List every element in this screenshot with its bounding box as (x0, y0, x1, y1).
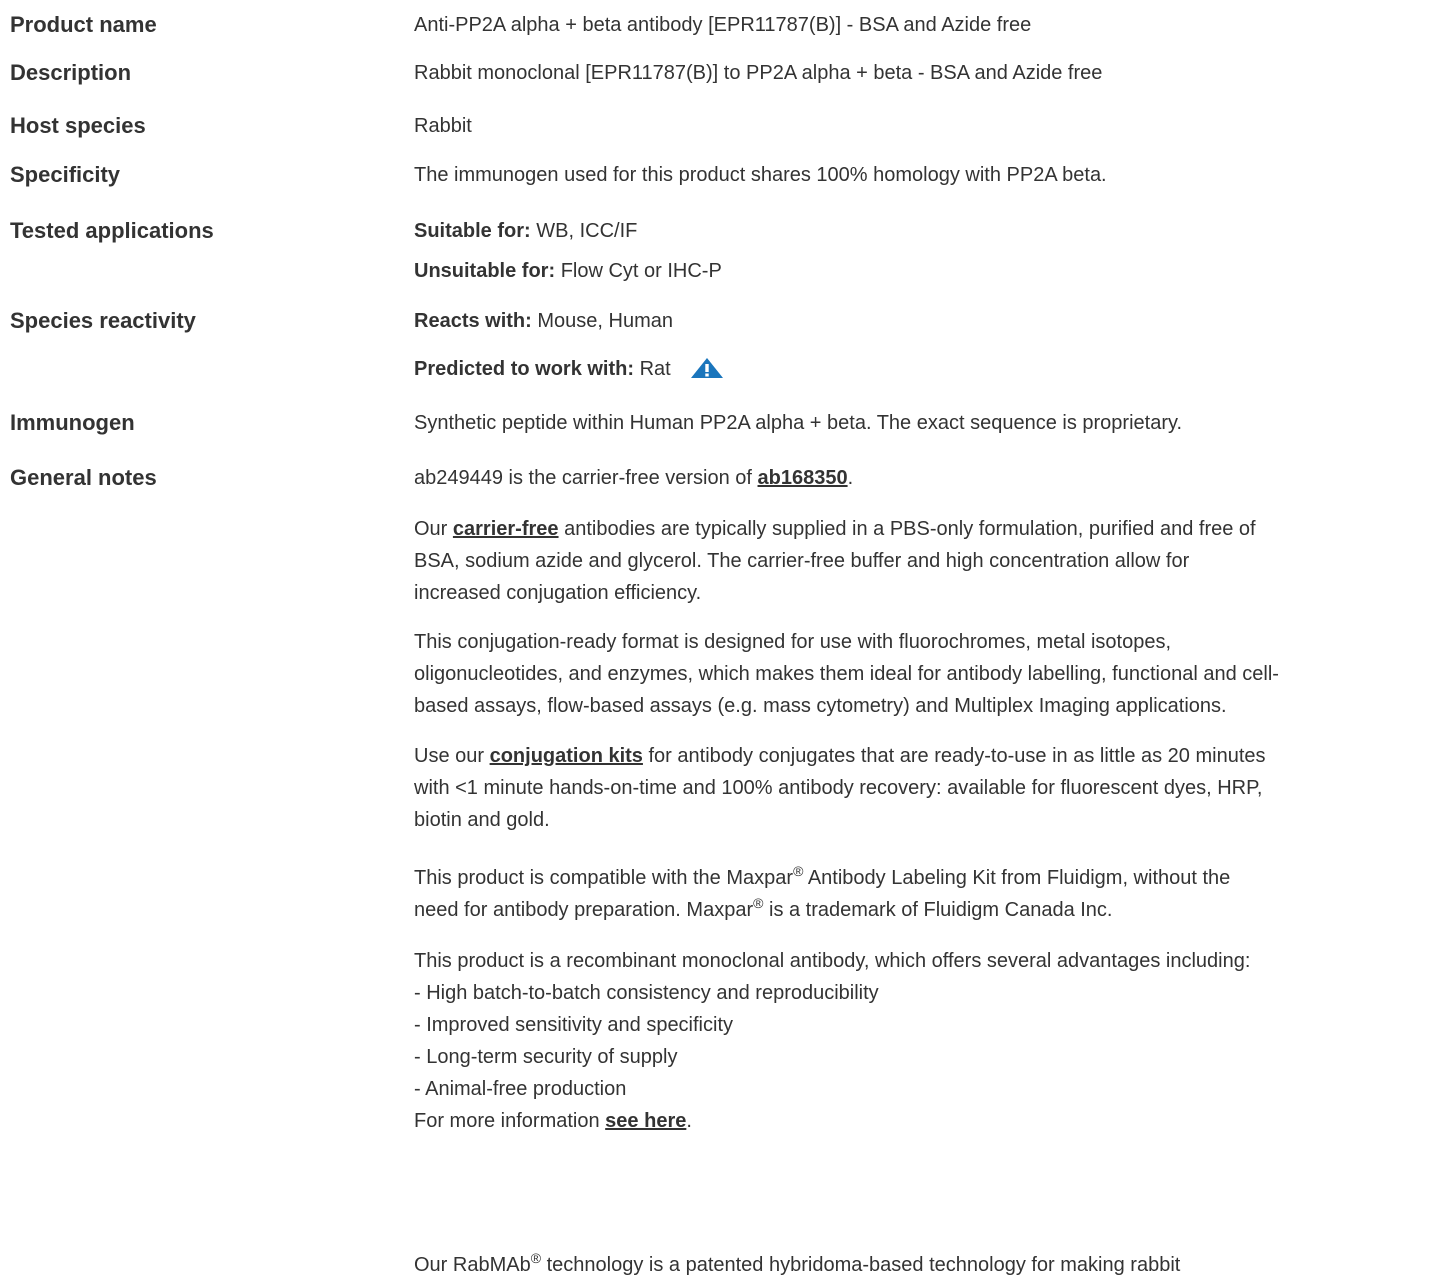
notes-p5-line1b: Antibody Labeling Kit from Fluidigm, without the (803, 867, 1231, 889)
unsuitable-for-value: Flow Cyt or IHC-P (560, 260, 722, 282)
notes-p3-line1: This conjugation-ready format is designed for use with fluorochromes, metal isotopes, (414, 631, 1172, 653)
notes-p5-line2b: is a trademark of Fluidigm Canada Inc. (763, 899, 1113, 921)
notes-rabmab-paragraph (414, 1249, 1450, 1281)
reacts-with-value: Mouse, Human (537, 310, 673, 332)
registered-mark: ® (793, 863, 804, 879)
general-notes-label: General notes (10, 465, 157, 490)
suitable-for-label: Suitable for: (414, 220, 531, 242)
notes-recombinant-paragraph (414, 945, 1450, 1137)
unsuitable-for-line (414, 256, 722, 286)
immunogen-label: Immunogen (10, 410, 135, 435)
paragraph-line (414, 513, 1450, 545)
more-info-suffix: . (686, 1110, 692, 1132)
notes-p5-line1a: This product is compatible with the Maxpar (414, 867, 794, 889)
immunogen-value: Synthetic peptide within Human PP2A alpha + beta. The exact sequence is proprietary. (414, 412, 1183, 434)
registered-mark: ® (753, 895, 764, 911)
registered-mark: ® (530, 1250, 542, 1266)
notes-p4-line3: biotin and gold. (414, 809, 550, 831)
paragraph-line (414, 1105, 1450, 1137)
description-label: Description (10, 60, 132, 85)
notes-p1-end: . (847, 467, 854, 489)
notes-p7-line1b: technology is a patented hybridoma-based technology for making rabbit (541, 1254, 1181, 1276)
more-info-prefix: For more information (414, 1110, 606, 1132)
advantage-item: - Long-term security of supply (414, 1046, 678, 1068)
predicted-label: Predicted to work with: (414, 358, 635, 380)
notes-p4-prefix: Use our (414, 745, 490, 767)
host-species-value: Rabbit (414, 115, 472, 137)
notes-carrier-free-paragraph (414, 513, 1450, 609)
notes-p2-prefix: Our (414, 518, 453, 540)
paragraph-line (414, 894, 1450, 926)
suitable-for-line (414, 216, 637, 246)
suitable-for-value: WB, ICC/IF (536, 220, 638, 242)
specificity-value: The immunogen used for this product shares 100% homology with PP2A beta. (414, 164, 1107, 186)
notes-p5-line2a: need for antibody preparation. Maxpar (414, 899, 754, 921)
predicted-line (414, 354, 724, 388)
carrier-free-link[interactable]: carrier-free (452, 518, 559, 540)
predicted-value: Rat (639, 358, 671, 380)
notes-maxpar-paragraph (414, 862, 1450, 926)
paragraph-line (414, 1249, 1450, 1281)
notes-p3-line2: oligonucleotides, and enzymes, which makes them ideal for antibody labelling, functional and cell- (414, 663, 1279, 685)
notes-conjugation-kits-paragraph (414, 740, 1450, 836)
paragraph-line (414, 862, 1450, 894)
advantage-item: - High batch-to-batch consistency and reproducibility (414, 982, 879, 1004)
specificity-label: Specificity (10, 162, 121, 187)
reacts-with-label: Reacts with: (414, 310, 532, 332)
notes-p1-text: ab249449 is the carrier-free version of (414, 467, 758, 489)
description-value: Rabbit monoclonal [EPR11787(B)] to PP2A alpha + beta - BSA and Azide free (414, 62, 1103, 84)
notes-carrier-free-version (414, 463, 853, 493)
see-here-link[interactable]: see here (605, 1110, 687, 1132)
paragraph-line (414, 740, 1450, 772)
conjugation-kits-link[interactable]: conjugation kits (489, 745, 643, 767)
notes-conjugation-ready-paragraph (414, 626, 1450, 722)
ab168350-link[interactable]: ab168350 (757, 467, 848, 489)
notes-p7-line1a: Our RabMAb (414, 1254, 531, 1276)
product-name-label: Product name (10, 12, 157, 37)
reacts-with-line (414, 306, 673, 336)
notes-p6-intro: This product is a recombinant monoclonal antibody, which offers several advantages including: (414, 950, 1251, 972)
notes-p2-line1: antibodies are typically supplied in a PBS-only formulation, purified and free of (558, 518, 1256, 540)
notes-p2-line3: increased conjugation efficiency. (414, 582, 702, 604)
notes-p4-line1: for antibody conjugates that are ready-to-use in as little as 20 minutes (642, 745, 1266, 767)
species-reactivity-label: Species reactivity (10, 308, 196, 333)
tested-applications-label: Tested applications (10, 218, 214, 243)
notes-p2-line2: BSA, sodium azide and glycerol. The carrier-free buffer and high concentration allow for (414, 550, 1190, 572)
host-species-label: Host species (10, 113, 146, 138)
advantage-item: - Animal-free production (414, 1078, 627, 1100)
advantage-item: - Improved sensitivity and specificity (414, 1014, 734, 1036)
warning-icon[interactable] (690, 357, 724, 388)
notes-p3-line3: based assays, flow-based assays (e.g. mass cytometry) and Multiplex Imaging applications. (414, 695, 1227, 717)
product-name-value: Anti-PP2A alpha + beta antibody [EPR11787(B)] - BSA and Azide free (414, 14, 1032, 36)
notes-p4-line2: with <1 minute hands-on-time and 100% antibody recovery: available for fluorescent dyes, HRP, (414, 777, 1263, 799)
unsuitable-for-label: Unsuitable for: (414, 260, 556, 282)
